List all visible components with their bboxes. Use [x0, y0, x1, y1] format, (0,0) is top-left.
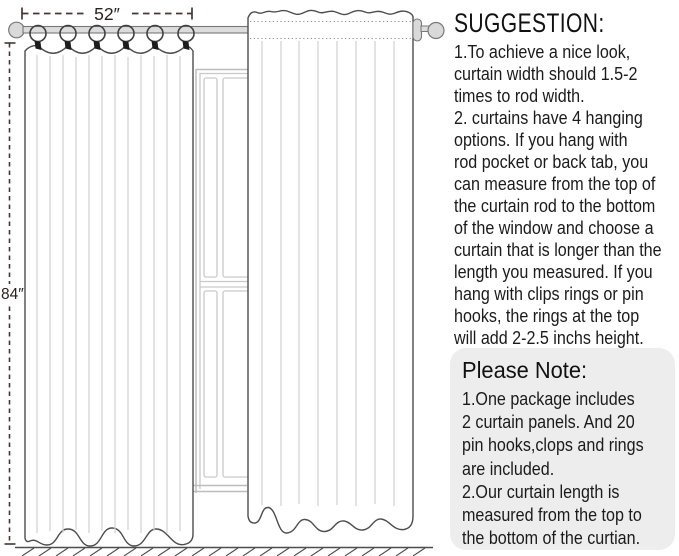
please-note-line: 1.One package includes: [462, 388, 635, 409]
suggestion-line: 1.To achieve a nice look,: [454, 41, 631, 62]
please-note-box: [450, 348, 675, 550]
window-pane: [204, 78, 217, 277]
suggestion-line: will add 2-2.5 inchs height.: [454, 327, 644, 348]
rod-finial-left: [9, 22, 25, 38]
suggestion-line: times to rod width.: [454, 85, 585, 106]
floor-hatching: [22, 548, 425, 556]
curtain-clips: [35, 41, 190, 51]
suggestion-line: 2. curtains have 4 hanging: [454, 107, 643, 128]
suggestion-line: rod pocket or back tab, you: [454, 151, 649, 172]
suggestion-line: curtain width should 1.5-2: [454, 63, 638, 84]
suggestion-line: the curtain rod to the bottom: [454, 195, 656, 216]
right-curtain-panel: [248, 10, 413, 533]
height-label: 84″: [1, 286, 24, 303]
window: [193, 69, 252, 493]
please-note-line: are included.: [462, 457, 555, 479]
window-pane: [223, 78, 249, 277]
please-note-line: pin hooks,clops and rings: [462, 434, 644, 456]
please-note-line: the bottom of the curtian.: [462, 527, 641, 549]
rod-finial-right: [413, 19, 444, 41]
please-note-title: Please Note:: [462, 357, 588, 383]
suggestion-section: [454, 8, 679, 349]
left-curtain-panel: [25, 45, 193, 546]
window-pane: [204, 291, 217, 477]
suggestion-line: hooks, the rings at the top: [454, 305, 640, 326]
window-pane: [223, 291, 249, 477]
suggestion-line: curtain that is longer than the: [454, 239, 662, 260]
suggestion-line: length you measured. If you: [454, 261, 653, 282]
please-note-line: 2.Our curtain length is: [462, 480, 620, 502]
width-label: 52″: [94, 4, 120, 24]
please-note-line: measured from the top to: [462, 504, 642, 526]
suggestion-line: hang with clips rings or pin: [454, 283, 644, 304]
floor: [15, 548, 433, 556]
suggestion-line: of the window and choose a: [454, 217, 654, 238]
suggestion-title: SUGGESTION:: [454, 8, 605, 38]
width-measurement: [22, 2, 192, 24]
suggestion-line: options. If you hang with: [454, 129, 628, 150]
please-note-line: 2 curtain panels. And 20: [462, 411, 635, 433]
suggestion-line: can measure from the top of: [454, 173, 656, 194]
height-measurement: [0, 43, 25, 544]
